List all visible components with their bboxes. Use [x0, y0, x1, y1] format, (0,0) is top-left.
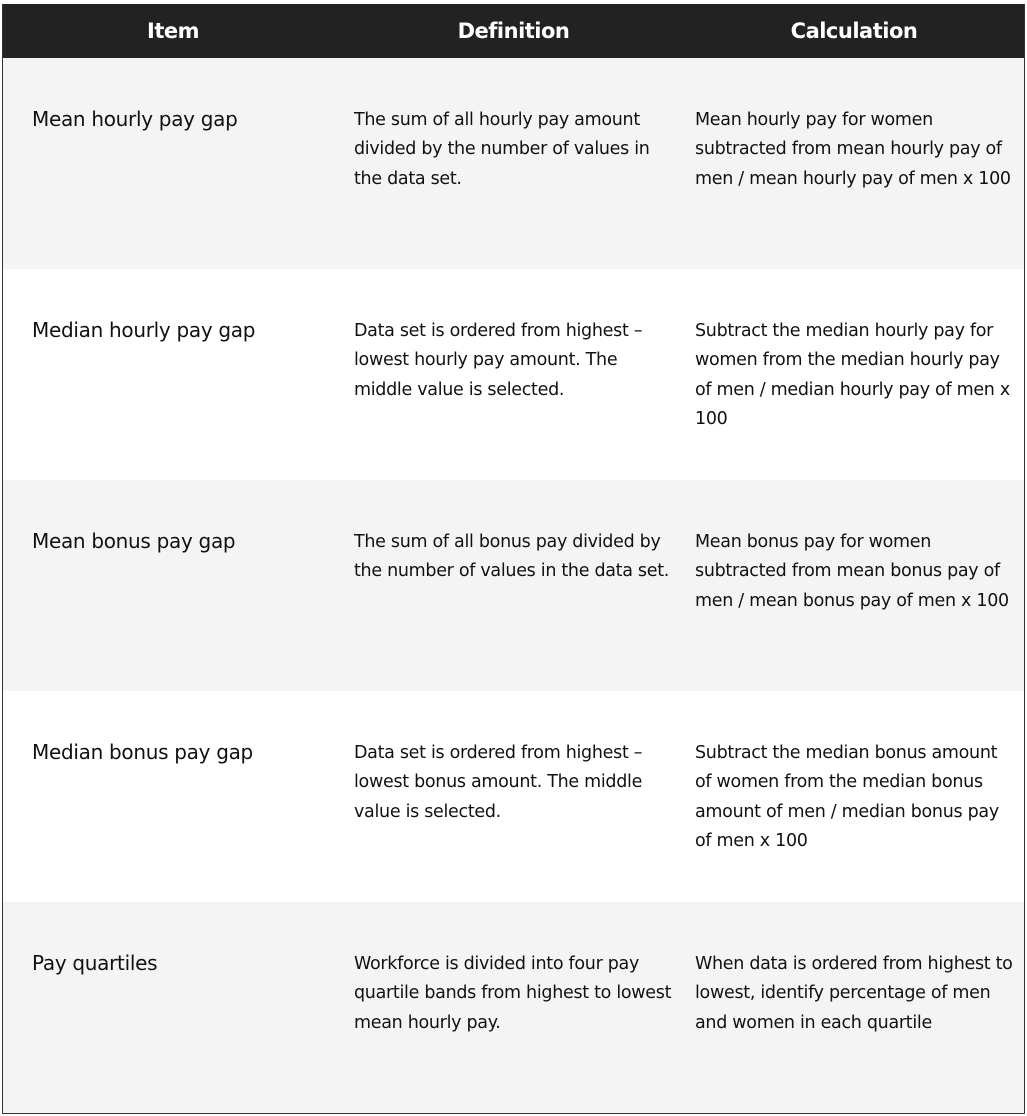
- table-row: [3, 58, 1024, 269]
- table-row: [3, 902, 1024, 1113]
- definition-cell: The sum of all hourly pay amount divided by the number of values in the data set.: [354, 110, 650, 189]
- calculation-cell: Mean hourly pay for women subtracted from mean hourly pay of men / mean hourly pay of men x 100: [695, 110, 1011, 189]
- item-cell: Median hourly pay gap: [32, 318, 256, 342]
- header-item: Item: [147, 19, 199, 43]
- calculation-cell: Subtract the median hourly pay for women from the median hourly pay of men / median hourly pay of men x 100: [695, 321, 1010, 429]
- pay-gap-definitions-table: [2, 4, 1025, 1114]
- item-cell: Mean bonus pay gap: [32, 529, 236, 553]
- calculation-cell: Mean bonus pay for women subtracted from mean bonus pay of men / mean bonus pay of men x 100: [695, 532, 1009, 611]
- calculation-cell: When data is ordered from highest to lowest, identify percentage of men and women in each quartile: [695, 954, 1013, 1033]
- table-header: [3, 4, 1024, 58]
- header-definition: Definition: [457, 19, 570, 43]
- item-cell: Mean hourly pay gap: [32, 107, 238, 131]
- item-cell: Median bonus pay gap: [32, 740, 253, 764]
- definition-cell: The sum of all bonus pay divided by the number of values in the data set.: [354, 532, 670, 582]
- table-row: [3, 269, 1024, 480]
- definition-cell: Data set is ordered from highest – lowest hourly pay amount. The middle value is selected.: [354, 321, 643, 400]
- item-cell: Pay quartiles: [32, 951, 158, 975]
- calculation-cell: Subtract the median bonus amount of women from the median bonus amount of men / median bonus pay of men x 100: [695, 743, 999, 851]
- table-body: [3, 58, 1024, 1113]
- table-row: [3, 480, 1024, 691]
- definition-cell: Workforce is divided into four pay quartile bands from highest to lowest mean hourly pay.: [354, 954, 672, 1033]
- header-calculation: Calculation: [790, 19, 918, 43]
- table-row: [3, 691, 1024, 902]
- definition-cell: Data set is ordered from highest – lowest bonus amount. The middle value is selected.: [354, 743, 643, 822]
